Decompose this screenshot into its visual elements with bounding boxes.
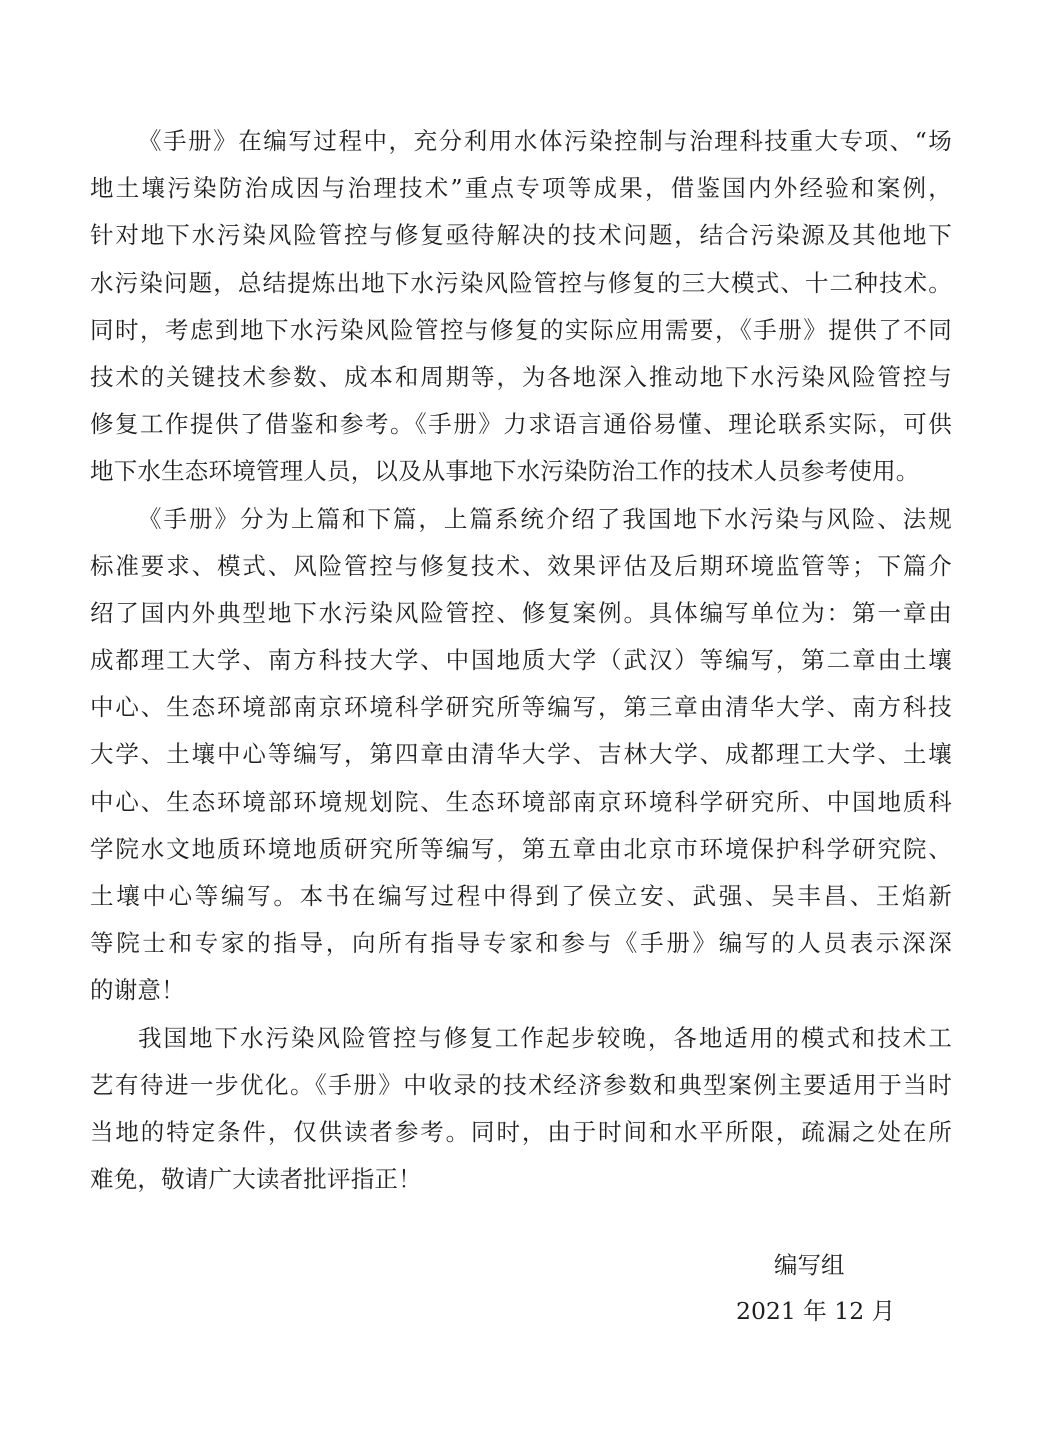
paragraph-2: [90, 496, 952, 1015]
text-line: 技术的关键技术参数、成本和周期等，为各地深入推动地下水污染风险管控与: [90, 362, 952, 391]
text-line: 同时，考虑到地下水污染风险管控与修复的实际应用需要，《手册》提供了不同: [90, 315, 952, 344]
signature-author: 编写组: [774, 1251, 845, 1279]
text-line: 的谢意！: [90, 976, 185, 1005]
text-line: 大学、土壤中心等编写，第四章由清华大学、吉林大学、成都理工大学、土壤: [90, 740, 952, 769]
text-line: 土壤中心等编写。本书在编写过程中得到了侯立安、武强、吴丰昌、王焰新: [90, 882, 952, 910]
text-line: 《手册》在编写过程中，充分利用水体污染控制与治理科技重大专项、“场: [138, 127, 952, 155]
text-line: 《手册》分为上篇和下篇，上篇系统介绍了我国地下水污染与风险、法规: [138, 504, 952, 533]
text-line: 绍了国内外典型地下水污染风险管控、修复案例。具体编写单位为：第一章由: [90, 598, 952, 627]
text-line: 地土壤污染防治成因与治理技术”重点专项等成果，借鉴国内外经验和案例，: [90, 174, 952, 203]
text-line: 艺有待进一步优化。《手册》中收录的技术经济参数和典型案例主要适用于当时: [90, 1070, 952, 1099]
signature-date: 2021 年 12 月: [736, 1297, 896, 1325]
paragraph-3: [90, 1015, 952, 1204]
text-line: 针对地下水污染风险管控与修复亟待解决的技术问题，结合污染源及其他地下: [90, 221, 952, 250]
text-line: 我国地下水污染风险管控与修复工作起步较晚，各地适用的模式和技术工: [138, 1023, 952, 1052]
text-line: 中心、生态环境部环境规划院、生态环境部南京环境科学研究所、中国地质科: [90, 787, 952, 816]
text-line: 地下水生态环境管理人员，以及从事地下水污染防治工作的技术人员参考使用。: [90, 457, 920, 486]
paragraph-1: [90, 118, 952, 496]
text-line: 学院水文地质环境地质研究所等编写，第五章由北京市环境保护科学研究院、: [90, 834, 952, 863]
text-line: 标准要求、模式、风险管控与修复技术、效果评估及后期环境监管等；下篇介: [90, 551, 952, 580]
text-line: 中心、生态环境部南京环境科学研究所等编写，第三章由清华大学、南方科技: [90, 693, 952, 722]
text-line: 等院士和专家的指导，向所有指导专家和参与《手册》编写的人员表示深深: [90, 929, 952, 958]
text-line: 成都理工大学、南方科技大学、中国地质大学（武汉）等编写，第二章由土壤: [90, 646, 952, 675]
text-line: 修复工作提供了借鉴和参考。《手册》力求语言通俗易懂、理论联系实际，可供: [90, 410, 952, 439]
text-line: 当地的特定条件，仅供读者参考。同时，由于时间和水平所限，疏漏之处在所: [90, 1117, 952, 1146]
text-line: 难免，敬请广大读者批评指正！: [90, 1165, 422, 1194]
document-body: [90, 118, 952, 1203]
text-line: 水污染问题，总结提炼出地下水污染风险管控与修复的三大模式、十二种技术。: [90, 268, 952, 297]
